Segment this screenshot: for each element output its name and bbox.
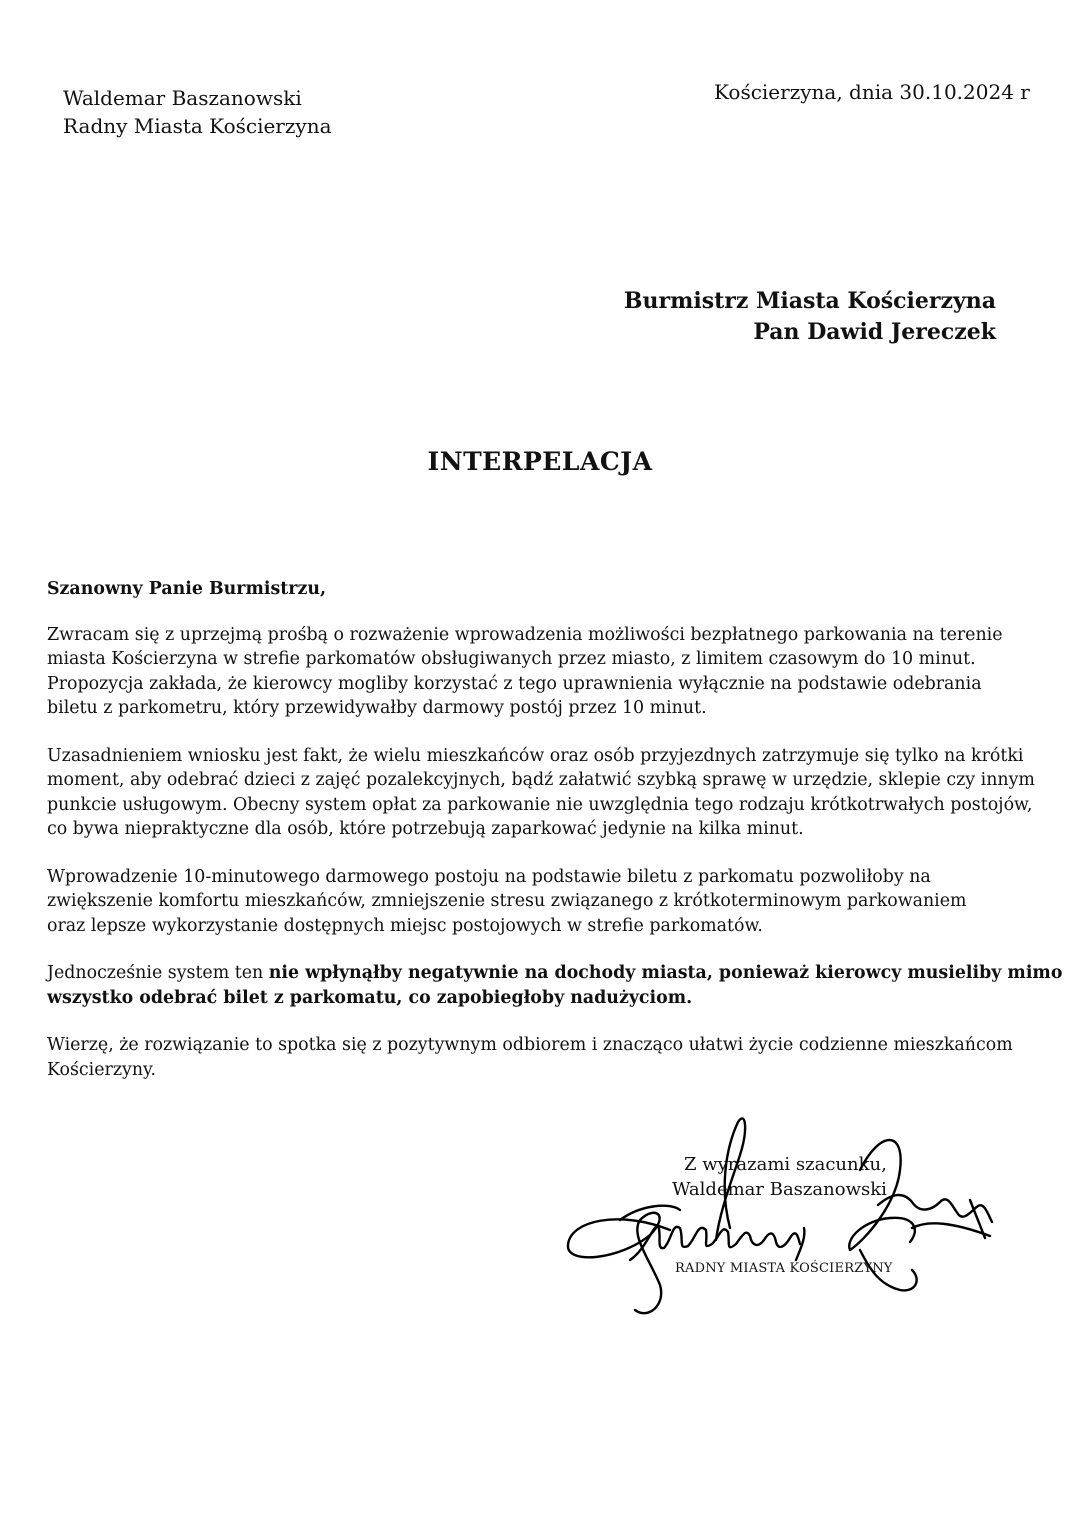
paragraph-1 — [47, 623, 1047, 721]
recipient-line-2: Pan Dawid Jereczek — [753, 319, 996, 345]
paragraph-4-regular: Jednocześnie system ten — [47, 963, 269, 983]
paragraph-line: co bywa niepraktyczne dla osób, które potrzebują zaparkować jedynie na kilka minut. — [47, 819, 804, 839]
sender-name: Waldemar Baszanowski — [63, 86, 302, 110]
document-title: INTERPELACJA — [427, 447, 653, 476]
paragraph-4-bold-start: nie wpłynąłby negatywnie na dochody miasta, ponieważ kierowcy musieliby mimo — [268, 963, 1063, 983]
sender-role: Radny Miasta Kościerzyna — [63, 114, 332, 138]
paragraph-line: Wprowadzenie 10-minutowego darmowego postoju na podstawie biletu z parkomatu pozwoliłoby na — [47, 866, 931, 887]
closing-line-2: Waldemar Baszanowski — [672, 1179, 887, 1200]
paragraph-line: biletu z parkometru, który przewidywałby darmowy postój przez 10 minut. — [47, 698, 707, 718]
paragraph-line: Kościerzyny. — [47, 1059, 157, 1080]
paragraph-2 — [47, 744, 1047, 842]
signature-stroke — [849, 1140, 915, 1250]
paragraph-line: zwiększenie komfortu mieszkańców, zmniejszenie stresu związanego z krótkoterminowym parkowaniem — [47, 891, 967, 911]
signature-stamp: RADNY MIASTA KOŚCIERZYNY — [675, 1261, 893, 1276]
paragraph-5 — [47, 1033, 1047, 1082]
paragraph-line: miasta Kościerzyna w strefie parkomatów obsługiwanych przez miasto, z limitem czasowym do 10 minut. — [47, 649, 976, 669]
paragraph-line: Wierzę, że rozwiązanie to spotka się z pozytywnym odbiorem i znacząco ułatwi życie codzienne mieszkańcom — [47, 1035, 1013, 1055]
paragraph-line — [47, 986, 1047, 1011]
signature-stroke — [716, 1118, 745, 1240]
paragraph-4-bold-end: wszystko odebrać bilet z parkomatu, co zapobiegłoby nadużyciom. — [47, 987, 693, 1008]
letter-date: Kościerzyna, dnia 30.10.2024 r — [714, 80, 1030, 104]
paragraph-line: moment, aby odebrać dzieci z zajęć pozalekcyjnych, bądź załatwić szybką sprawę w urzędzie, sklepie czy innym — [47, 770, 1035, 790]
paragraph-line: Propozycja zakłada, że kierowcy mogliby korzystać z tego uprawnienia wyłącznie na podstawie odebrania — [47, 673, 982, 694]
recipient-line-1: Burmistrz Miasta Kościerzyna — [623, 288, 996, 314]
salutation: Szanowny Panie Burmistrzu, — [47, 579, 327, 599]
signature-stroke — [860, 1250, 917, 1290]
paragraph-4 — [47, 961, 1063, 1010]
paragraph-3 — [47, 865, 1047, 939]
closing-line-1: Z wyrazami szacunku, — [684, 1154, 887, 1175]
recipient-block — [624, 286, 996, 348]
paragraph-line: punkcie usługowym. Obecny system opłat za parkowanie nie uwzględnia tego rodzaju krótkotrwałych postojów, — [47, 794, 1033, 815]
signature-stroke — [912, 1223, 990, 1236]
paragraph-line: Zwracam się z uprzejmą prośbą o rozważenie wprowadzenia możliwości bezpłatnego parkowania na terenie — [47, 624, 1003, 645]
letter-body — [47, 577, 1063, 1105]
paragraph-line — [47, 961, 1063, 986]
paragraph-line: oraz lepsze wykorzystanie dostępnych miejsc postojowych w strefie parkomatów. — [47, 915, 763, 936]
sender-block — [63, 84, 332, 140]
paragraph-line: Uzasadnieniem wniosku jest fakt, że wielu mieszkańców oraz osób przyjezdnych zatrzymuje się tylko na krótki — [47, 745, 1024, 766]
handwritten-signature — [560, 1110, 1000, 1330]
